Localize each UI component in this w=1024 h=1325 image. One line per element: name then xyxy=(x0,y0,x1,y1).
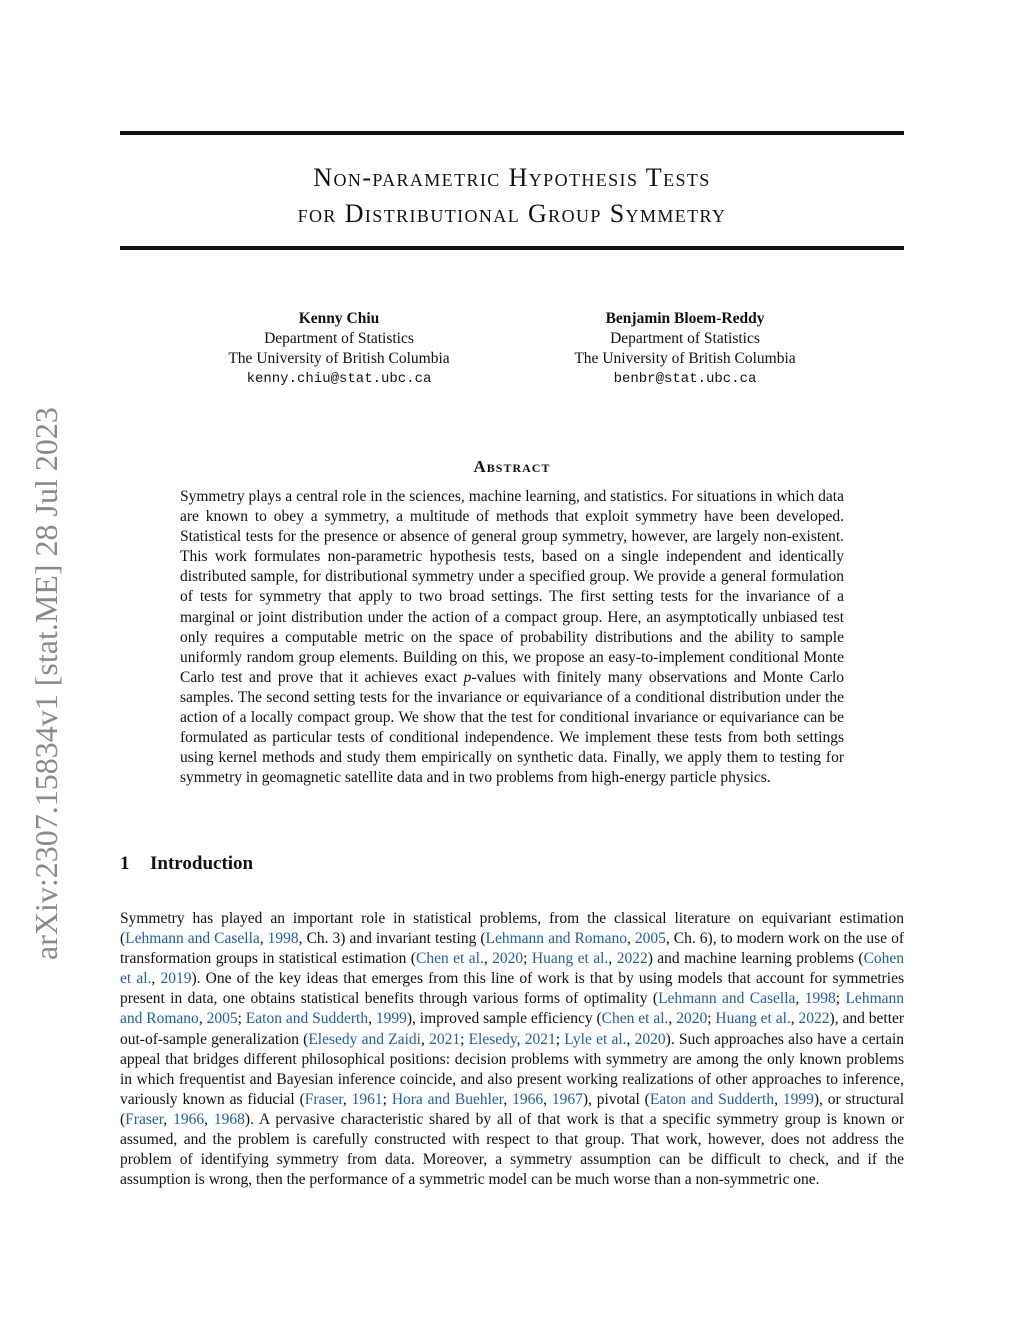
title-rule-top xyxy=(120,131,904,135)
intro-text: , xyxy=(543,1090,552,1108)
citation-link[interactable]: 2020 xyxy=(676,1010,708,1028)
intro-text: ). Such approaches also have a certain appeal that bridges different philosophical positions: decision problems with symmetry are among the only known problems in which frequentist and Bayesian inference coincide, and also present working realizations of other approaches to inference, variously known as fiducial ( xyxy=(120,1030,905,1108)
citation-link[interactable]: Huang et al. xyxy=(715,1010,791,1028)
author-name: Kenny Chiu xyxy=(298,310,380,327)
citation-link[interactable]: 2005 xyxy=(634,930,666,948)
citation-link[interactable]: Hora and Buehler xyxy=(391,1090,504,1108)
intro-text: ; xyxy=(835,990,846,1008)
citation-link[interactable]: Eaton and Sudderth xyxy=(245,1010,369,1028)
section-heading-introduction xyxy=(120,853,253,875)
intro-text: ) and machine learning problems ( xyxy=(647,950,864,968)
citation-link[interactable]: 2021 xyxy=(524,1030,556,1048)
intro-text: Symmetry has played an important role in statistical problems, from the classical literature on equivariant estimation ( xyxy=(120,910,904,948)
title-rule-bottom xyxy=(120,246,904,250)
intro-text: , xyxy=(626,1030,635,1048)
intro-text: , xyxy=(627,930,635,948)
p-value-symbol: p xyxy=(463,668,472,686)
intro-text: ; xyxy=(382,1090,392,1108)
citation-link[interactable]: 2005 xyxy=(206,1010,238,1028)
intro-text: , xyxy=(163,1110,174,1128)
citation-link[interactable]: 1966 xyxy=(512,1090,544,1108)
author-block-2 xyxy=(520,309,850,389)
author-institution: The University of British Columbia xyxy=(574,350,796,367)
citation-link[interactable]: 1998 xyxy=(804,990,836,1008)
intro-text: , xyxy=(483,950,493,968)
citation-link[interactable]: 2021 xyxy=(429,1030,461,1048)
intro-text: , xyxy=(368,1010,376,1028)
section-title: Introduction xyxy=(150,853,254,874)
citation-link[interactable]: Cohen et al. xyxy=(120,950,905,988)
citation-link[interactable]: 2022 xyxy=(798,1010,830,1028)
citation-link[interactable]: Elesedy xyxy=(468,1030,517,1048)
intro-text: , xyxy=(204,1110,214,1128)
citation-link[interactable]: Lehmann and Romano xyxy=(485,930,627,948)
intro-text: ), pivotal ( xyxy=(582,1090,650,1108)
abstract-text-part: Symmetry plays a central role in the sciences, machine learning, and statistics. For situations in which data are known to obey a symmetry, a multitude of methods that exploit symmetry have been developed. Statistical tests for the presence or absence of general group symmetry, however, are largely non-existent. This work formulates non-parametric hypothesis tests, based on a single independent and identically distributed sample, for distributional symmetry under a specified group. We provide a general formulation of tests for symmetry that apply to two broad settings. The first setting tests for the invariance of a marginal or joint distribution under the action of a compact group. Here, an asymptotically unbiased test only requires a computable metric on the space of probability distributions and the ability to sample uniformly random group elements. Building on this, we propose an easy-to-implement conditional Monte Carlo test and prove that it achieves exact xyxy=(180,488,844,686)
intro-text: , xyxy=(342,1090,352,1108)
author-department: Department of Statistics xyxy=(264,330,414,347)
citation-link[interactable]: 2022 xyxy=(616,950,648,968)
citation-link[interactable]: Fraser xyxy=(125,1110,164,1128)
intro-text: ), improved sample efficiency ( xyxy=(406,1010,602,1028)
intro-text: , xyxy=(151,970,161,988)
citation-link[interactable]: Lehmann and Romano xyxy=(120,990,905,1028)
author-email[interactable]: benbr@stat.ubc.ca xyxy=(613,371,757,387)
arxiv-identifier: arXiv:2307.15834v1 [stat.ME] 28 Jul 2023 xyxy=(28,407,64,960)
citation-link[interactable]: 1999 xyxy=(782,1090,814,1108)
intro-text: , Ch. 6), to modern work on the use of transformation groups in statistical estimation ( xyxy=(120,930,904,968)
intro-text: , xyxy=(259,930,268,948)
intro-text: ), and better out-of-sample generalization ( xyxy=(120,1010,905,1048)
paper-title-line-1: Non-parametric Hypothesis Tests xyxy=(313,163,711,192)
author-institution: The University of British Columbia xyxy=(228,350,450,367)
abstract-heading: Abstract xyxy=(473,457,551,476)
introduction-paragraph xyxy=(120,909,904,1190)
author-department: Department of Statistics xyxy=(610,330,760,347)
intro-text: , xyxy=(774,1090,783,1108)
intro-text: , xyxy=(790,1010,799,1028)
citation-link[interactable]: Elesedy and Zaidi xyxy=(308,1030,421,1048)
intro-text: ; xyxy=(523,950,532,968)
citation-link[interactable]: 1966 xyxy=(173,1110,205,1128)
author-block-1 xyxy=(174,309,504,389)
intro-text: ; xyxy=(237,1010,246,1028)
citation-link[interactable]: 2020 xyxy=(492,950,524,968)
citation-link[interactable]: 2020 xyxy=(634,1030,666,1048)
citation-link[interactable]: Huang et al. xyxy=(531,950,609,968)
citation-link[interactable]: Lehmann and Casella xyxy=(125,930,260,948)
intro-text: ; xyxy=(460,1030,469,1048)
intro-text: ), or structural ( xyxy=(120,1090,905,1128)
citation-link[interactable]: Lehmann and Casella xyxy=(658,990,796,1008)
abstract-text-part: -values with finitely many observations and Monte Carlo samples. The second setting tests for the invariance or equivariance of a conditional distribution under the action of a locally compact group. We show that the test for conditional invariance or equivariance can be formulated as particular tests of conditional independence. We implement these tests from both settings using kernel methods and study them empirically on synthetic data. Finally, we apply them to testing for symmetry in geomagnetic satellite data and in two problems from high-energy particle physics. xyxy=(180,668,844,787)
intro-text: , xyxy=(608,950,617,968)
intro-text: , xyxy=(668,1010,677,1028)
citation-link[interactable]: 1968 xyxy=(213,1110,245,1128)
author-name: Benjamin Bloem-Reddy xyxy=(605,310,765,327)
intro-text: , xyxy=(198,1010,207,1028)
citation-link[interactable]: Fraser xyxy=(304,1090,343,1108)
intro-text: , xyxy=(795,990,805,1008)
citation-link[interactable]: Chen et al. xyxy=(415,950,484,968)
author-email[interactable]: kenny.chiu@stat.ubc.ca xyxy=(246,371,432,387)
intro-text: , xyxy=(516,1030,525,1048)
citation-link[interactable]: 1998 xyxy=(267,930,299,948)
section-number: 1 xyxy=(120,853,130,874)
paper-title-line-2: for Distributional Group Symmetry xyxy=(297,199,727,228)
intro-text: , xyxy=(503,1090,513,1108)
intro-text: ; xyxy=(707,1010,716,1028)
intro-text: ). One of the key ideas that emerges from this line of work is that by using models that account for symmetries present in data, one obtains statistical benefits through various forms of optimality ( xyxy=(120,970,905,1008)
intro-text: , Ch. 3) and invariant testing ( xyxy=(298,930,486,948)
citation-link[interactable]: 1967 xyxy=(551,1090,583,1108)
abstract-text xyxy=(180,487,844,788)
citation-link[interactable]: Chen et al. xyxy=(601,1010,669,1028)
intro-text: , xyxy=(420,1030,430,1048)
citation-link[interactable]: 1961 xyxy=(351,1090,383,1108)
citation-link[interactable]: 2019 xyxy=(160,970,192,988)
citation-link[interactable]: Eaton and Sudderth xyxy=(649,1090,775,1108)
citation-link[interactable]: Lyle et al. xyxy=(564,1030,627,1048)
citation-link[interactable]: 1999 xyxy=(375,1010,407,1028)
intro-text: ). A pervasive characteristic shared by all of that work is that a specific symmetry group is known or assumed, and the problem is carefully constructed with respect to that group. That work, however, does not address the problem of identifying symmetry from data. Moreover, a symmetry assumption can be difficult to check, and if the assumption is wrong, then the performance of a symmetric model can be much worse than a non-symmetric one. xyxy=(120,1110,904,1189)
intro-text: ; xyxy=(555,1030,565,1048)
